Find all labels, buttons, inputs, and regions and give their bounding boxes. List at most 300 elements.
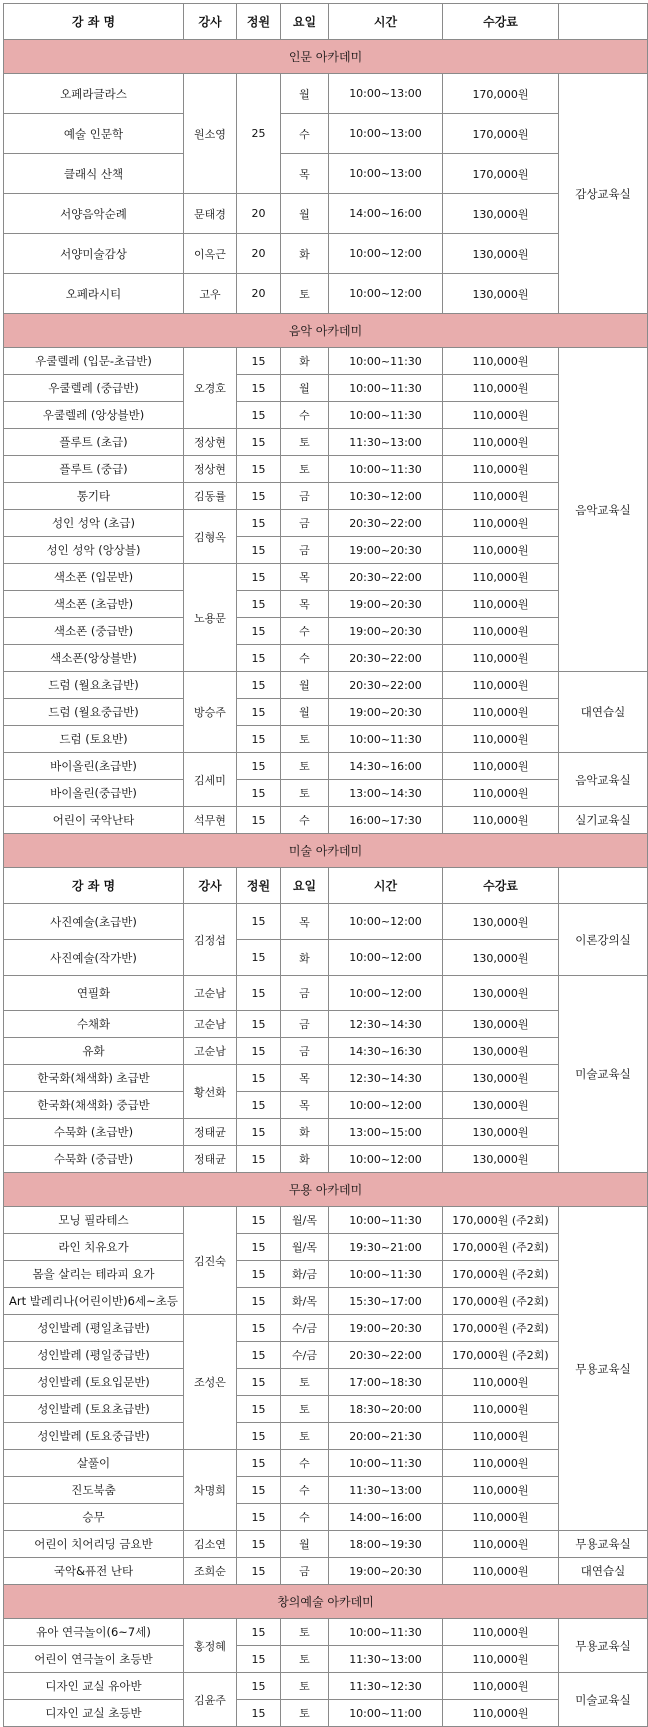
time: 19:00~20:30 — [329, 1315, 443, 1342]
fee: 110,000원 — [443, 1423, 559, 1450]
course-name: 드럼 (토요반) — [4, 726, 184, 753]
fee: 130,000원 — [443, 904, 559, 940]
table-row — [4, 1119, 648, 1146]
fee: 110,000원 — [443, 618, 559, 645]
time: 18:30~20:00 — [329, 1396, 443, 1423]
capacity: 15 — [237, 645, 281, 672]
instructor: 석무현 — [184, 807, 237, 834]
course-name: 색소폰(앙상블반) — [4, 645, 184, 672]
fee: 110,000원 — [443, 483, 559, 510]
capacity: 20 — [237, 234, 281, 274]
table-row — [4, 537, 648, 564]
fee: 110,000원 — [443, 510, 559, 537]
fee: 130,000원 — [443, 1038, 559, 1065]
header-fee: 수강료 — [443, 4, 559, 40]
fee: 110,000원 — [443, 807, 559, 834]
course-name: 디자인 교실 유아반 — [4, 1673, 184, 1700]
fee: 170,000원 (주2회) — [443, 1207, 559, 1234]
capacity: 15 — [237, 780, 281, 807]
table-row — [4, 1261, 648, 1288]
time: 10:00~12:00 — [329, 274, 443, 314]
instructor: 황선화 — [184, 1065, 237, 1119]
table-row — [4, 564, 648, 591]
capacity: 15 — [237, 591, 281, 618]
capacity: 15 — [237, 1450, 281, 1477]
course-name: 플루트 (초급) — [4, 429, 184, 456]
instructor: 문태경 — [184, 194, 237, 234]
day: 토 — [281, 274, 329, 314]
time: 10:00~12:00 — [329, 1146, 443, 1173]
fee: 110,000원 — [443, 726, 559, 753]
day: 수 — [281, 645, 329, 672]
time: 10:00~12:00 — [329, 976, 443, 1011]
fee: 170,000원 (주2회) — [443, 1261, 559, 1288]
table-row — [4, 1673, 648, 1700]
fee: 110,000원 — [443, 402, 559, 429]
table-row — [4, 1207, 648, 1234]
instructor: 고우 — [184, 274, 237, 314]
table-row — [4, 1619, 648, 1646]
course-name: 한국화(채색화) 중급반 — [4, 1092, 184, 1119]
course-name: 사진예술(초급반) — [4, 904, 184, 940]
fee: 170,000원 (주2회) — [443, 1288, 559, 1315]
table-row — [4, 726, 648, 753]
capacity: 15 — [237, 1261, 281, 1288]
time: 14:00~16:00 — [329, 1504, 443, 1531]
fee: 110,000원 — [443, 375, 559, 402]
course-name: 모닝 필라테스 — [4, 1207, 184, 1234]
header-fee: 수강료 — [443, 868, 559, 904]
day: 월/목 — [281, 1234, 329, 1261]
header-instructor: 강사 — [184, 4, 237, 40]
header-day: 요일 — [281, 4, 329, 40]
time: 10:00~11:30 — [329, 375, 443, 402]
time: 10:00~12:00 — [329, 1092, 443, 1119]
table-row — [4, 154, 648, 194]
course-name: 우쿨렐레 (입문-초급반) — [4, 348, 184, 375]
time: 10:00~11:30 — [329, 456, 443, 483]
fee: 110,000원 — [443, 699, 559, 726]
capacity: 15 — [237, 1092, 281, 1119]
time: 14:30~16:30 — [329, 1038, 443, 1065]
day: 화 — [281, 940, 329, 976]
time: 11:30~12:30 — [329, 1673, 443, 1700]
day: 목 — [281, 564, 329, 591]
day: 토 — [281, 1423, 329, 1450]
capacity: 15 — [237, 375, 281, 402]
header-capacity: 정원 — [237, 868, 281, 904]
capacity: 15 — [237, 1558, 281, 1585]
day: 월 — [281, 672, 329, 699]
time: 12:30~14:30 — [329, 1065, 443, 1092]
table-row — [4, 1342, 648, 1369]
course-name: 수묵화 (초급반) — [4, 1119, 184, 1146]
table-row — [4, 194, 648, 234]
table-row — [4, 1011, 648, 1038]
course-name: 서양미술감상 — [4, 234, 184, 274]
capacity: 15 — [237, 1288, 281, 1315]
table-row — [4, 976, 648, 1011]
table-row — [4, 1504, 648, 1531]
capacity: 15 — [237, 1477, 281, 1504]
day: 토 — [281, 726, 329, 753]
day: 수 — [281, 1450, 329, 1477]
fee: 130,000원 — [443, 1011, 559, 1038]
course-name: 유아 연극놀이(6~7세) — [4, 1619, 184, 1646]
instructor: 홍정혜 — [184, 1619, 237, 1673]
table-row — [4, 1369, 648, 1396]
table-row — [4, 483, 648, 510]
day: 수 — [281, 618, 329, 645]
table-row — [4, 1531, 648, 1558]
capacity: 15 — [237, 1700, 281, 1727]
day: 화 — [281, 234, 329, 274]
instructor: 김동률 — [184, 483, 237, 510]
course-name: 서양음악순례 — [4, 194, 184, 234]
day: 수/금 — [281, 1342, 329, 1369]
course-name: 사진예술(작가반) — [4, 940, 184, 976]
instructor: 조희순 — [184, 1558, 237, 1585]
time: 10:00~11:30 — [329, 1619, 443, 1646]
course-name: 바이올린(초급반) — [4, 753, 184, 780]
time: 10:30~12:00 — [329, 483, 443, 510]
fee: 110,000원 — [443, 429, 559, 456]
course-name: 우쿨렐레 (중급반) — [4, 375, 184, 402]
instructor: 노용문 — [184, 564, 237, 672]
fee: 110,000원 — [443, 645, 559, 672]
classroom: 미술교육실 — [559, 976, 648, 1173]
table-row — [4, 1315, 648, 1342]
fee: 130,000원 — [443, 1119, 559, 1146]
fee: 130,000원 — [443, 976, 559, 1011]
fee: 170,000원 — [443, 74, 559, 114]
day: 토 — [281, 1619, 329, 1646]
fee: 110,000원 — [443, 1619, 559, 1646]
day: 월 — [281, 74, 329, 114]
time: 19:00~20:30 — [329, 699, 443, 726]
time: 10:00~12:00 — [329, 940, 443, 976]
capacity: 15 — [237, 456, 281, 483]
instructor: 정태균 — [184, 1119, 237, 1146]
course-name: Art 발레리나(어린이반)6세~초등 — [4, 1288, 184, 1315]
fee: 110,000원 — [443, 348, 559, 375]
classroom: 음악교육실 — [559, 348, 648, 672]
fee: 110,000원 — [443, 1477, 559, 1504]
instructor: 김진숙 — [184, 1207, 237, 1315]
fee: 110,000원 — [443, 1369, 559, 1396]
day: 토 — [281, 429, 329, 456]
fee: 130,000원 — [443, 1146, 559, 1173]
capacity: 15 — [237, 1423, 281, 1450]
table-row — [4, 1038, 648, 1065]
course-name: 색소폰 (초급반) — [4, 591, 184, 618]
instructor: 고순남 — [184, 1011, 237, 1038]
section-header-row — [4, 1173, 648, 1207]
capacity: 15 — [237, 1119, 281, 1146]
capacity: 15 — [237, 1315, 281, 1342]
day: 화/목 — [281, 1288, 329, 1315]
time: 15:30~17:00 — [329, 1288, 443, 1315]
course-name: 어린이 치어리딩 금요반 — [4, 1531, 184, 1558]
capacity: 15 — [237, 483, 281, 510]
day: 목 — [281, 1092, 329, 1119]
table-row — [4, 1450, 648, 1477]
section-header-row — [4, 314, 648, 348]
instructor: 고순남 — [184, 1038, 237, 1065]
capacity: 15 — [237, 672, 281, 699]
time: 16:00~17:30 — [329, 807, 443, 834]
section-title: 음악 아카데미 — [4, 314, 648, 348]
course-name: 예술 인문학 — [4, 114, 184, 154]
capacity: 15 — [237, 564, 281, 591]
capacity: 15 — [237, 1369, 281, 1396]
course-name: 성인발레 (토요입문반) — [4, 1369, 184, 1396]
fee: 130,000원 — [443, 274, 559, 314]
section-header-row — [4, 834, 648, 868]
course-schedule-table — [3, 3, 648, 1727]
time: 10:00~13:00 — [329, 154, 443, 194]
day: 수 — [281, 402, 329, 429]
table-row — [4, 456, 648, 483]
day: 화 — [281, 1119, 329, 1146]
table-row — [4, 1234, 648, 1261]
table-row — [4, 753, 648, 780]
table-row — [4, 699, 648, 726]
table-row — [4, 114, 648, 154]
day: 토 — [281, 1673, 329, 1700]
fee: 170,000원 (주2회) — [443, 1342, 559, 1369]
classroom: 대연습실 — [559, 672, 648, 753]
table-row — [4, 1065, 648, 1092]
classroom: 무용교육실 — [559, 1207, 648, 1531]
fee: 170,000원 — [443, 154, 559, 194]
time: 19:00~20:30 — [329, 591, 443, 618]
fee: 130,000원 — [443, 1092, 559, 1119]
time: 20:30~22:00 — [329, 564, 443, 591]
course-name: 바이올린(중급반) — [4, 780, 184, 807]
capacity: 15 — [237, 807, 281, 834]
table-row — [4, 429, 648, 456]
course-name: 수묵화 (중급반) — [4, 1146, 184, 1173]
day: 목 — [281, 904, 329, 940]
header-room — [559, 868, 648, 904]
day: 수 — [281, 1477, 329, 1504]
time: 20:30~22:00 — [329, 1342, 443, 1369]
course-name: 연필화 — [4, 976, 184, 1011]
day: 월/목 — [281, 1207, 329, 1234]
fee: 130,000원 — [443, 1065, 559, 1092]
course-name: 수채화 — [4, 1011, 184, 1038]
time: 10:00~11:30 — [329, 402, 443, 429]
table-row — [4, 402, 648, 429]
fee: 110,000원 — [443, 1646, 559, 1673]
day: 월 — [281, 375, 329, 402]
instructor: 정상현 — [184, 456, 237, 483]
fee: 130,000원 — [443, 194, 559, 234]
time: 11:30~13:00 — [329, 1477, 443, 1504]
day: 화/금 — [281, 1261, 329, 1288]
table-row — [4, 1423, 648, 1450]
classroom: 음악교육실 — [559, 753, 648, 807]
capacity: 15 — [237, 904, 281, 940]
fee: 110,000원 — [443, 1504, 559, 1531]
fee: 170,000원 — [443, 114, 559, 154]
capacity: 15 — [237, 1207, 281, 1234]
header-instructor: 강사 — [184, 868, 237, 904]
course-name: 성인발레 (토요중급반) — [4, 1423, 184, 1450]
course-name: 몸을 살리는 테라피 요가 — [4, 1261, 184, 1288]
section-title: 인문 아카데미 — [4, 40, 648, 74]
fee: 130,000원 — [443, 234, 559, 274]
instructor: 김정섭 — [184, 904, 237, 976]
capacity: 15 — [237, 402, 281, 429]
instructor: 정상현 — [184, 429, 237, 456]
time: 19:30~21:00 — [329, 1234, 443, 1261]
fee: 110,000원 — [443, 753, 559, 780]
table-row — [4, 780, 648, 807]
table-row — [4, 1146, 648, 1173]
table-row — [4, 1092, 648, 1119]
day: 목 — [281, 1065, 329, 1092]
time: 10:00~13:00 — [329, 74, 443, 114]
time: 10:00~11:00 — [329, 1700, 443, 1727]
course-name: 오페라글라스 — [4, 74, 184, 114]
table-row — [4, 618, 648, 645]
capacity: 15 — [237, 537, 281, 564]
header-room — [559, 4, 648, 40]
capacity: 15 — [237, 699, 281, 726]
time: 19:00~20:30 — [329, 618, 443, 645]
capacity: 15 — [237, 348, 281, 375]
day: 수/금 — [281, 1315, 329, 1342]
day: 금 — [281, 510, 329, 537]
course-name: 성인 성악 (초급) — [4, 510, 184, 537]
capacity: 20 — [237, 194, 281, 234]
instructor: 김소연 — [184, 1531, 237, 1558]
course-name: 유화 — [4, 1038, 184, 1065]
header-time: 시간 — [329, 4, 443, 40]
course-name: 라인 치유요가 — [4, 1234, 184, 1261]
time: 19:00~20:30 — [329, 537, 443, 564]
capacity: 25 — [237, 74, 281, 194]
instructor: 방승주 — [184, 672, 237, 753]
day: 목 — [281, 591, 329, 618]
table-header-row — [4, 4, 648, 40]
time: 20:30~22:00 — [329, 645, 443, 672]
header-day: 요일 — [281, 868, 329, 904]
table-row — [4, 645, 648, 672]
section-title: 창의예술 아카데미 — [4, 1585, 648, 1619]
course-name: 한국화(채색화) 초급반 — [4, 1065, 184, 1092]
time: 13:00~14:30 — [329, 780, 443, 807]
fee: 110,000원 — [443, 591, 559, 618]
table-row — [4, 1288, 648, 1315]
instructor: 이옥근 — [184, 234, 237, 274]
table-row — [4, 74, 648, 114]
day: 수 — [281, 1504, 329, 1531]
table-row — [4, 904, 648, 940]
time: 13:00~15:00 — [329, 1119, 443, 1146]
table-row — [4, 1396, 648, 1423]
fee: 130,000원 — [443, 940, 559, 976]
time: 10:00~12:00 — [329, 904, 443, 940]
day: 월 — [281, 699, 329, 726]
day: 목 — [281, 154, 329, 194]
capacity: 15 — [237, 1065, 281, 1092]
instructor: 원소영 — [184, 74, 237, 194]
classroom: 대연습실 — [559, 1558, 648, 1585]
fee: 110,000원 — [443, 1396, 559, 1423]
day: 금 — [281, 483, 329, 510]
day: 토 — [281, 1700, 329, 1727]
table-row — [4, 1700, 648, 1727]
capacity: 15 — [237, 618, 281, 645]
instructor: 조성은 — [184, 1315, 237, 1450]
course-name: 디자인 교실 초등반 — [4, 1700, 184, 1727]
fee: 110,000원 — [443, 1700, 559, 1727]
table-row — [4, 1477, 648, 1504]
day: 토 — [281, 780, 329, 807]
fee: 110,000원 — [443, 456, 559, 483]
table-row — [4, 807, 648, 834]
instructor: 김윤주 — [184, 1673, 237, 1727]
course-name: 색소폰 (입문반) — [4, 564, 184, 591]
fee: 110,000원 — [443, 564, 559, 591]
capacity: 20 — [237, 274, 281, 314]
instructor: 김세미 — [184, 753, 237, 807]
time: 10:00~11:30 — [329, 1207, 443, 1234]
time: 14:30~16:00 — [329, 753, 443, 780]
section-title: 무용 아카데미 — [4, 1173, 648, 1207]
time: 20:30~22:00 — [329, 510, 443, 537]
capacity: 15 — [237, 1619, 281, 1646]
capacity: 15 — [237, 976, 281, 1011]
classroom: 실기교육실 — [559, 807, 648, 834]
course-name: 클래식 산책 — [4, 154, 184, 194]
header-course: 강 좌 명 — [4, 868, 184, 904]
capacity: 15 — [237, 1342, 281, 1369]
course-name: 플루트 (중급) — [4, 456, 184, 483]
table-row — [4, 348, 648, 375]
time: 10:00~11:30 — [329, 348, 443, 375]
course-name: 색소폰 (중급반) — [4, 618, 184, 645]
table-row — [4, 940, 648, 976]
instructor: 차명희 — [184, 1450, 237, 1531]
course-name: 어린이 국악난타 — [4, 807, 184, 834]
day: 금 — [281, 1558, 329, 1585]
course-name: 통기타 — [4, 483, 184, 510]
section-header-row — [4, 40, 648, 74]
day: 토 — [281, 1396, 329, 1423]
day: 토 — [281, 1646, 329, 1673]
classroom: 이론강의실 — [559, 904, 648, 976]
time: 11:30~13:00 — [329, 429, 443, 456]
day: 토 — [281, 1369, 329, 1396]
capacity: 15 — [237, 429, 281, 456]
instructor: 오경호 — [184, 348, 237, 429]
fee: 110,000원 — [443, 1450, 559, 1477]
section-header-row — [4, 1585, 648, 1619]
day: 월 — [281, 1531, 329, 1558]
header-time: 시간 — [329, 868, 443, 904]
day: 화 — [281, 1146, 329, 1173]
table-header-row-repeat — [4, 868, 648, 904]
fee: 110,000원 — [443, 1531, 559, 1558]
fee: 110,000원 — [443, 1673, 559, 1700]
capacity: 15 — [237, 1673, 281, 1700]
fee: 170,000원 (주2회) — [443, 1234, 559, 1261]
course-name: 드럼 (월요중급반) — [4, 699, 184, 726]
